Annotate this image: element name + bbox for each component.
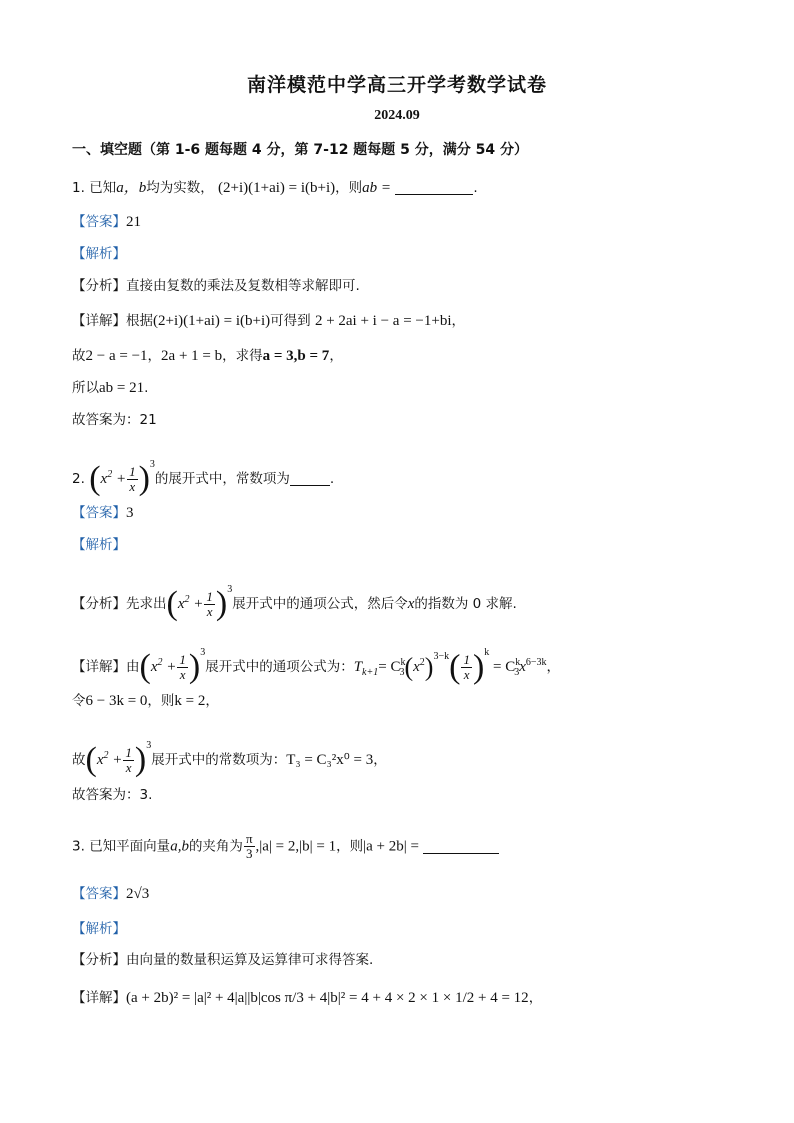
q1-step3-eq: ab = 21 xyxy=(99,380,145,396)
q2-step3-paren-left: ( xyxy=(85,741,97,778)
q2-jiexi xyxy=(72,535,126,555)
detail-tag: 【详解】 xyxy=(72,659,126,675)
q1-ask: ab = xyxy=(362,180,392,196)
q1-stem-post: ，则 xyxy=(335,180,363,196)
q3-answer-blank xyxy=(423,839,499,854)
q1-detail xyxy=(72,311,465,331)
q1-detail-result: 2 + 2ai + i − a = −1+bi xyxy=(314,313,452,329)
q3-stem-mid: 的夹角为 xyxy=(188,838,243,855)
q2-step3-pre: 故 xyxy=(72,752,86,768)
q2-answer-value: 3 xyxy=(126,505,134,521)
q2-step3-end: ， xyxy=(373,752,387,768)
q1-step2-eq-a: 2 − a = −1 xyxy=(85,348,148,364)
answer-tag: 【答案】 xyxy=(72,886,126,902)
q2-analysis-paren-right: ) xyxy=(215,585,228,622)
q1-step2-eq-b: 2a + 1 = b xyxy=(161,348,223,364)
q3-ask: |a + 2b| = xyxy=(363,838,419,855)
q3-jiexi xyxy=(72,919,126,939)
analysis-tag: 【分析】 xyxy=(72,952,126,968)
q1-detail-pre: 根据 xyxy=(126,313,153,329)
q1-step2 xyxy=(72,346,343,366)
detail-tag: 【详解】 xyxy=(72,313,126,329)
answer-tag: 【答案】 xyxy=(72,214,126,230)
jiexi-tag: 【解析】 xyxy=(72,921,126,937)
q3-answer xyxy=(72,884,149,904)
q2-detail-power: 3 xyxy=(200,647,206,658)
q2-detail-fraction: $\frac{1}{x}$ xyxy=(179,651,186,682)
q2-detail-paren-right: ) xyxy=(188,648,201,685)
q2-step3-mid: 展开式中的常数项为： xyxy=(151,752,287,768)
q1-step2-end: ， xyxy=(329,348,343,364)
q2-step3-fraction: $\frac{1}{x}$ xyxy=(125,744,132,775)
q2-end: . xyxy=(329,471,335,487)
q2-detail-mid: 展开式中的通项公式为： xyxy=(205,659,354,675)
q1-step3-pre: 所以 xyxy=(72,380,99,396)
q2-step2-pre: 令 xyxy=(72,693,86,709)
q3-angle-fraction: $\frac{\pi}{3}$ xyxy=(245,831,253,861)
q3-analysis-text: 由向量的数量积运算及运算律可求得答案. xyxy=(126,952,374,968)
answer-tag: 【答案】 xyxy=(72,505,126,521)
q1-jiexi xyxy=(72,244,126,264)
q2-detail xyxy=(72,643,561,686)
q2-term-tail: = C xyxy=(493,659,516,675)
q2-analysis-var: x xyxy=(407,596,415,612)
q2-stem xyxy=(72,455,335,497)
q2-analysis-end: 的指数为 0 求解. xyxy=(414,596,517,612)
q2-step3-power: 3 xyxy=(146,740,152,751)
q2-paren-right: ) xyxy=(138,460,150,497)
q2-term-formula xyxy=(353,659,379,678)
q2-analysis-pre: 先求出 xyxy=(126,596,167,612)
q2-detail-paren-left: ( xyxy=(139,648,151,685)
q2-answer-blank xyxy=(290,471,330,486)
q1-step3-end: . xyxy=(144,380,149,396)
q1-step2-result: a = 3,b = 7 xyxy=(262,348,330,364)
q2-term-sub: k+1 xyxy=(362,667,379,678)
q2-fraction: $\frac{1}{x}$ xyxy=(129,463,136,494)
q2-analysis xyxy=(72,580,517,622)
q1-step2-pre: 故 xyxy=(72,348,86,364)
q2-detail-end: ， xyxy=(546,659,561,675)
q1-step2-sep: ， xyxy=(147,348,162,364)
exam-date: 2024.09 xyxy=(374,108,420,123)
analysis-tag: 【分析】 xyxy=(72,278,126,294)
q2-analysis-fraction: $\frac{1}{x}$ xyxy=(206,588,213,619)
jiexi-tag: 【解析】 xyxy=(72,246,126,262)
q1-stem-mid: 均为实数， xyxy=(146,180,214,196)
exam-title: 南洋模范中学高三开学考数学试卷 xyxy=(246,74,547,96)
q1-detail-mid: 可得到 xyxy=(270,313,311,329)
q1-step2-mid: ，求得 xyxy=(222,348,263,364)
q1-number: 1. xyxy=(72,180,85,196)
jiexi-tag: 【解析】 xyxy=(72,537,126,553)
q3-detail xyxy=(72,988,542,1008)
q3-stem-ask: ，则 xyxy=(336,838,364,855)
q2-step2-result: k = 2 xyxy=(174,693,206,709)
section-heading: 一、填空题（第 1-6 题每题 4 分，第 7-12 题每题 5 分，满分 54 分） xyxy=(72,142,529,158)
q3-detail-eq: (a + 2b)² = |a|² + 4|a||b|cos π/3 + 4|b|² = 4 + 4 × 2 × 1 × 1/2 + 4 = 12 xyxy=(126,990,529,1006)
q2-paren-left: ( xyxy=(89,460,101,497)
q1-equation: (2+i)(1+ai) = i(b+i) xyxy=(218,180,336,196)
q1-answer-value: 21 xyxy=(126,214,141,230)
q3-analysis xyxy=(72,950,373,970)
q1-detail-eq: (2+i)(1+ai) = i(b+i) xyxy=(153,313,271,329)
q2-term-T: T xyxy=(353,659,363,675)
q1-step3 xyxy=(72,378,148,398)
q3-detail-end: ， xyxy=(528,990,543,1006)
q3-stem: 3. 已知平面向量a,b的夹角为 $\frac{\pi}{3}$ ,|a| = 2,|b| = 1，则|a + 2b| = xyxy=(72,832,499,861)
q2-detail-x: $x^2$ + xyxy=(150,657,177,675)
q1-final: 故答案为：21 xyxy=(72,412,157,428)
analysis-tag: 【分析】 xyxy=(72,596,126,612)
q2-step2 xyxy=(72,691,219,711)
q3-answer-value: 2√3 xyxy=(126,886,150,902)
q1-answer-blank xyxy=(395,180,473,195)
q1-analysis-text: 直接由复数的乘法及复数相等求解即可. xyxy=(126,278,360,294)
q2-step3-result: T₃ = C₃²x⁰ = 3 xyxy=(286,752,374,768)
q3-number: 3. xyxy=(72,838,85,855)
q2-stem-text: 的展开式中，常数项为 xyxy=(154,471,290,487)
q2-analysis-post: 展开式中的通项公式，然后令 xyxy=(232,596,408,612)
q2-step2-mid: ，则 xyxy=(147,693,175,709)
q2-analysis-power: 3 xyxy=(227,584,233,595)
q2-step2-end: ， xyxy=(205,693,219,709)
q2-analysis-x: $x^2$ + xyxy=(177,594,204,612)
q2-step3-x: $x^2$ + xyxy=(96,750,123,768)
q2-final: 故答案为：3. xyxy=(72,787,153,803)
q2-term-eq1: = C xyxy=(378,659,401,675)
q3-condition: |a| = 2,|b| = 1 xyxy=(259,838,337,855)
q1-answer xyxy=(72,212,141,232)
q2-step2-eq: 6 − 3k = 0 xyxy=(85,693,148,709)
q1-detail-end: ， xyxy=(451,313,466,329)
q1-stem xyxy=(72,178,478,198)
q2-detail-pre: 由 xyxy=(126,659,140,675)
q2-power: 3 xyxy=(149,459,155,470)
q1-end: . xyxy=(473,180,478,196)
q3-vectors: a,b xyxy=(170,838,189,855)
q2-step3 xyxy=(72,736,387,778)
q1-vars: a，b xyxy=(116,180,147,196)
q2-answer xyxy=(72,503,134,523)
q1-stem-pre: 已知 xyxy=(89,180,117,196)
q1-analysis xyxy=(72,276,360,296)
q2-number: 2. xyxy=(72,471,85,487)
q2-analysis-paren-left: ( xyxy=(166,585,178,622)
q3-stem-pre: 已知平面向量 xyxy=(89,838,171,855)
detail-tag: 【详解】 xyxy=(72,990,126,1006)
q2-step3-paren-right: ) xyxy=(134,741,147,778)
q2-expr-x: $x^2$ + xyxy=(100,469,127,487)
q2-term-eq: = $C^k_3(x^2)^{3-k}$( $\frac{1}{x}$ )$^k = C^k_3x^{6-3k}$ xyxy=(378,647,547,686)
